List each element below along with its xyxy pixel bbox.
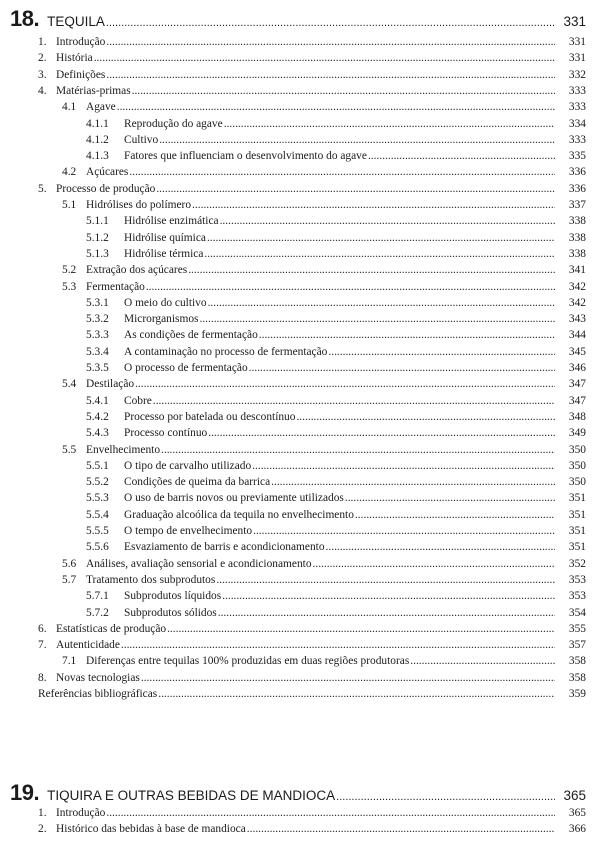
entry-number: 5.3 (62, 280, 77, 293)
entry-number: 2. (38, 52, 47, 65)
entry-page: 366 (568, 823, 586, 836)
dot-leader (336, 791, 555, 803)
dot-leader (368, 150, 555, 162)
toc-entry[interactable] (86, 313, 586, 325)
dot-leader (192, 199, 555, 211)
entry-title: Destilação (86, 378, 135, 391)
dot-leader (216, 574, 555, 586)
entry-title: O tipo de carvalho utilizado (124, 459, 252, 472)
entry-title: Cultivo (124, 133, 159, 146)
entry-title: Microrganismos (124, 313, 199, 326)
entry-number: 2. (38, 823, 47, 836)
entry-page: 338 (568, 247, 586, 260)
dot-leader (188, 264, 555, 276)
entry-title: Introdução (56, 36, 106, 48)
dot-leader (328, 346, 555, 358)
dot-leader (121, 639, 555, 651)
entry-number: 5.5 (62, 443, 77, 456)
entry-title: Diferenças entre tequilas 100% produzidas em duas regiões produtoras (86, 655, 410, 668)
toc-entry[interactable] (86, 346, 586, 358)
entry-number: 5.1 (62, 199, 77, 211)
chapter-page: 331 (563, 14, 586, 29)
entry-page: 349 (568, 427, 586, 440)
entry-number: 6. (38, 622, 47, 635)
entry-title: Hidrólises do polímero (86, 199, 192, 211)
toc-entry[interactable] (86, 411, 586, 423)
entry-title: Introdução (56, 807, 106, 819)
entry-page: 350 (568, 476, 586, 489)
chapter-heading-18[interactable] (10, 6, 586, 32)
dot-leader (326, 541, 555, 553)
entry-page: 353 (568, 573, 586, 586)
entry-number: 5.4 (62, 378, 77, 391)
entry-page: 337 (568, 199, 586, 211)
toc-entry[interactable] (38, 672, 586, 684)
entry-title: As condições de fermentação (124, 329, 258, 342)
entry-title: Fatores que influenciam o desenvolvimento do agave (124, 150, 367, 163)
entry-number: 1. (38, 807, 47, 819)
entry-title: Hidrólise térmica (124, 247, 204, 260)
entry-page: 351 (568, 541, 586, 554)
entry-page: 342 (568, 280, 586, 293)
entry-page: 347 (568, 394, 586, 407)
dot-leader (253, 525, 555, 537)
entry-page: 344 (568, 329, 586, 342)
chapter-number: 18. (10, 6, 40, 31)
entry-title: O uso de barris novos ou previamente utilizados (124, 492, 344, 505)
entry-page: 335 (568, 150, 586, 163)
entry-page: 341 (568, 264, 586, 277)
entry-page: 336 (568, 166, 586, 179)
toc-entry[interactable] (62, 281, 586, 293)
entry-number: 5.5.6 (86, 541, 109, 554)
entry-title: Definições (56, 68, 106, 81)
entry-number: 5.5.4 (86, 508, 109, 521)
entry-title: Açúcares (86, 166, 129, 179)
toc-entry[interactable] (86, 215, 586, 227)
entry-page: 338 (568, 231, 586, 244)
entry-title: Análises, avaliação sensorial e acondicionamento (86, 557, 312, 570)
dot-leader (204, 248, 555, 260)
entry-page: 355 (568, 622, 586, 635)
entry-number: 5. (38, 182, 47, 195)
toc-entry[interactable] (38, 69, 586, 81)
entry-title: O meio do cultivo (124, 296, 207, 309)
chapter-number: 19. (10, 780, 40, 805)
entry-title: Reprodução do agave (124, 117, 223, 130)
entry-page: 336 (568, 182, 586, 195)
chapter-title: TIQUIRA E OUTRAS BEBIDAS DE MANDIOCA (47, 788, 336, 803)
dot-leader (208, 427, 555, 439)
dot-leader (313, 558, 555, 570)
dot-leader (218, 607, 555, 619)
entry-number: 3. (38, 68, 47, 81)
toc-entry[interactable] (86, 607, 586, 619)
dot-leader (106, 807, 555, 819)
chapter-heading-19[interactable] (10, 780, 586, 806)
dot-leader (296, 411, 555, 423)
toc-entry[interactable] (86, 232, 586, 244)
toc-entry[interactable] (86, 590, 586, 602)
entry-number: 5.5.2 (86, 476, 109, 489)
entry-number: 5.6 (62, 557, 77, 570)
toc-entry[interactable] (86, 297, 586, 309)
dot-leader (135, 378, 555, 390)
toc-entry[interactable] (86, 460, 586, 472)
entry-title: Subprodutos sólidos (124, 606, 217, 619)
dot-leader (132, 85, 555, 97)
entry-title: Condições de queima da barrica (124, 476, 271, 489)
entry-page: 338 (568, 215, 586, 228)
toc-entry[interactable] (62, 199, 586, 211)
toc-entry[interactable] (62, 166, 586, 178)
toc-entry[interactable] (38, 36, 586, 48)
entry-title: Fermentação (86, 280, 145, 293)
entry-number: 4.1.1 (86, 117, 109, 130)
entry-number: 5.3.3 (86, 329, 109, 342)
dot-leader (106, 36, 555, 48)
entry-number: 5.3.2 (86, 313, 109, 326)
dot-leader (252, 460, 555, 472)
toc-entry[interactable] (86, 118, 586, 130)
entry-page: 350 (568, 443, 586, 456)
dot-leader (159, 134, 555, 146)
dot-leader (207, 232, 555, 244)
entry-title: O processo de fermentação (124, 362, 248, 374)
entry-page: 348 (568, 410, 586, 423)
entry-number: 5.1.3 (86, 247, 109, 260)
entry-page: 346 (568, 362, 586, 374)
toc-entry[interactable] (86, 509, 586, 521)
toc-entry[interactable] (86, 525, 586, 537)
entry-page: 331 (568, 36, 586, 48)
toc-entry[interactable] (86, 427, 586, 439)
entry-number: 5.5.3 (86, 492, 109, 505)
chapter-page: 365 (563, 788, 586, 803)
dot-leader (259, 329, 555, 341)
toc-entry[interactable] (38, 688, 586, 700)
dot-leader (167, 623, 555, 635)
toc-entry[interactable] (62, 444, 586, 456)
entry-page: 333 (568, 101, 586, 114)
entry-title: Matérias-primas (56, 84, 131, 97)
entry-number: 5.4.3 (86, 427, 109, 440)
dot-leader (220, 215, 555, 227)
dot-leader (106, 17, 555, 29)
toc-entry[interactable] (38, 823, 586, 835)
entry-number: 4.1.2 (86, 133, 109, 146)
dot-leader (158, 688, 555, 700)
entry-number: 5.5.1 (86, 459, 109, 472)
dot-leader (129, 166, 555, 178)
dot-leader (222, 590, 555, 602)
toc-entry[interactable] (38, 807, 586, 819)
entry-number: 7. (38, 639, 47, 652)
entry-title: Subprodutos líquidos (124, 590, 222, 603)
toc-entry[interactable] (38, 52, 586, 64)
entry-number: 5.1.2 (86, 231, 109, 244)
dot-leader (161, 444, 555, 456)
entry-page: 351 (568, 492, 586, 505)
entry-number: 1. (38, 36, 47, 48)
entry-title: História (56, 52, 93, 65)
dot-leader (153, 395, 555, 407)
entry-number: 4.1.3 (86, 150, 109, 163)
entry-number: 5.5.5 (86, 525, 109, 537)
entry-page: 358 (568, 671, 586, 684)
entry-number: 5.7 (62, 573, 77, 586)
entry-page: 353 (568, 590, 586, 603)
entry-page: 351 (568, 525, 586, 537)
entry-page: 365 (568, 807, 586, 819)
dot-leader (249, 362, 555, 374)
dot-leader (94, 52, 555, 64)
dot-leader (355, 509, 555, 521)
chapter-title: TEQUILA (47, 14, 105, 29)
entry-title: Agave (86, 101, 116, 114)
entry-page: 347 (568, 378, 586, 391)
dot-leader (247, 823, 555, 835)
dot-leader (156, 183, 555, 195)
dot-leader (146, 281, 555, 293)
entry-title: Processo de produção (56, 182, 156, 195)
entry-title: Estatísticas de produção (56, 622, 167, 635)
entry-number: 7.1 (62, 655, 77, 668)
entry-title: Autenticidade (56, 639, 120, 652)
entry-number: 5.3.4 (86, 345, 109, 358)
entry-number: 4.1 (62, 101, 77, 114)
toc-entry[interactable] (62, 378, 586, 390)
entry-page: 357 (568, 639, 586, 652)
toc-entry[interactable] (38, 85, 586, 97)
entry-number: 5.3.1 (86, 296, 109, 309)
entry-number: 8. (38, 671, 47, 684)
entry-page: 332 (568, 68, 586, 81)
entry-title: Processo contínuo (124, 427, 208, 440)
toc-entry[interactable] (86, 362, 586, 374)
entry-page: 358 (568, 655, 586, 668)
entry-number: 5.1.1 (86, 215, 109, 228)
toc-entry[interactable] (86, 329, 586, 341)
toc-entry[interactable] (86, 541, 586, 553)
entry-title: Processo por batelada ou descontínuo (124, 410, 296, 423)
entry-number: 5.7.2 (86, 606, 109, 619)
dot-leader (271, 476, 555, 488)
entry-page: 350 (568, 459, 586, 472)
entry-page: 352 (568, 557, 586, 570)
dot-leader (224, 118, 555, 130)
dot-leader (199, 313, 555, 325)
entry-page: 359 (568, 688, 586, 700)
entry-page: 351 (568, 508, 586, 521)
entry-number: 5.4.1 (86, 394, 109, 407)
entry-page: 333 (568, 133, 586, 146)
entry-number: 4. (38, 84, 47, 97)
dot-leader (117, 101, 555, 113)
toc-entry[interactable] (62, 558, 586, 570)
entry-title: Envelhecimento (86, 443, 161, 456)
toc-entry[interactable] (62, 101, 586, 113)
entry-title: Graduação alcoólica da tequila no envelhecimento (124, 508, 354, 521)
entry-title: Hidrólise enzimática (124, 215, 219, 228)
toc-entry[interactable] (62, 655, 586, 667)
entry-number: 5.2 (62, 264, 77, 277)
toc-entry[interactable] (62, 264, 586, 276)
toc-entry[interactable] (86, 395, 586, 407)
entry-title: Hidrólise química (124, 231, 206, 244)
entry-page: 345 (568, 345, 586, 358)
dot-leader (106, 69, 555, 81)
entry-title: Referências bibliográficas (38, 688, 158, 700)
dot-leader (208, 297, 555, 309)
toc-entry[interactable] (38, 623, 586, 635)
entry-page: 333 (568, 84, 586, 97)
entry-page: 342 (568, 296, 586, 309)
toc-entry[interactable] (86, 248, 586, 260)
entry-number: 5.7.1 (86, 590, 109, 603)
toc-entry[interactable] (86, 150, 586, 162)
dot-leader (410, 655, 555, 667)
entry-page: 331 (568, 52, 586, 65)
entry-page: 354 (568, 606, 586, 619)
toc-entry[interactable] (86, 134, 586, 146)
toc-entry[interactable] (62, 574, 586, 586)
entry-title: Histórico das bebidas à base de mandioca (56, 823, 246, 836)
entry-title: A contaminação no processo de fermentação (124, 345, 328, 358)
entry-title: Extração dos açúcares (86, 264, 188, 277)
entry-number: 5.4.2 (86, 410, 109, 423)
toc-entry[interactable] (38, 639, 586, 651)
entry-title: O tempo de envelhecimento (124, 525, 253, 537)
entry-title: Esvaziamento de barris e acondicionamento (124, 541, 325, 554)
toc-entry[interactable] (86, 492, 586, 504)
dot-leader (345, 492, 555, 504)
entry-title: Tratamento dos subprodutos (86, 573, 216, 586)
entry-page: 343 (568, 313, 586, 326)
entry-number: 5.3.5 (86, 362, 109, 374)
entry-page: 334 (568, 117, 586, 130)
entry-title: Novas tecnologias (56, 671, 140, 684)
toc-entry[interactable] (38, 183, 586, 195)
toc-entry[interactable] (86, 476, 586, 488)
entry-title: Cobre (124, 394, 152, 407)
dot-leader (141, 672, 555, 684)
entry-number: 4.2 (62, 166, 77, 179)
